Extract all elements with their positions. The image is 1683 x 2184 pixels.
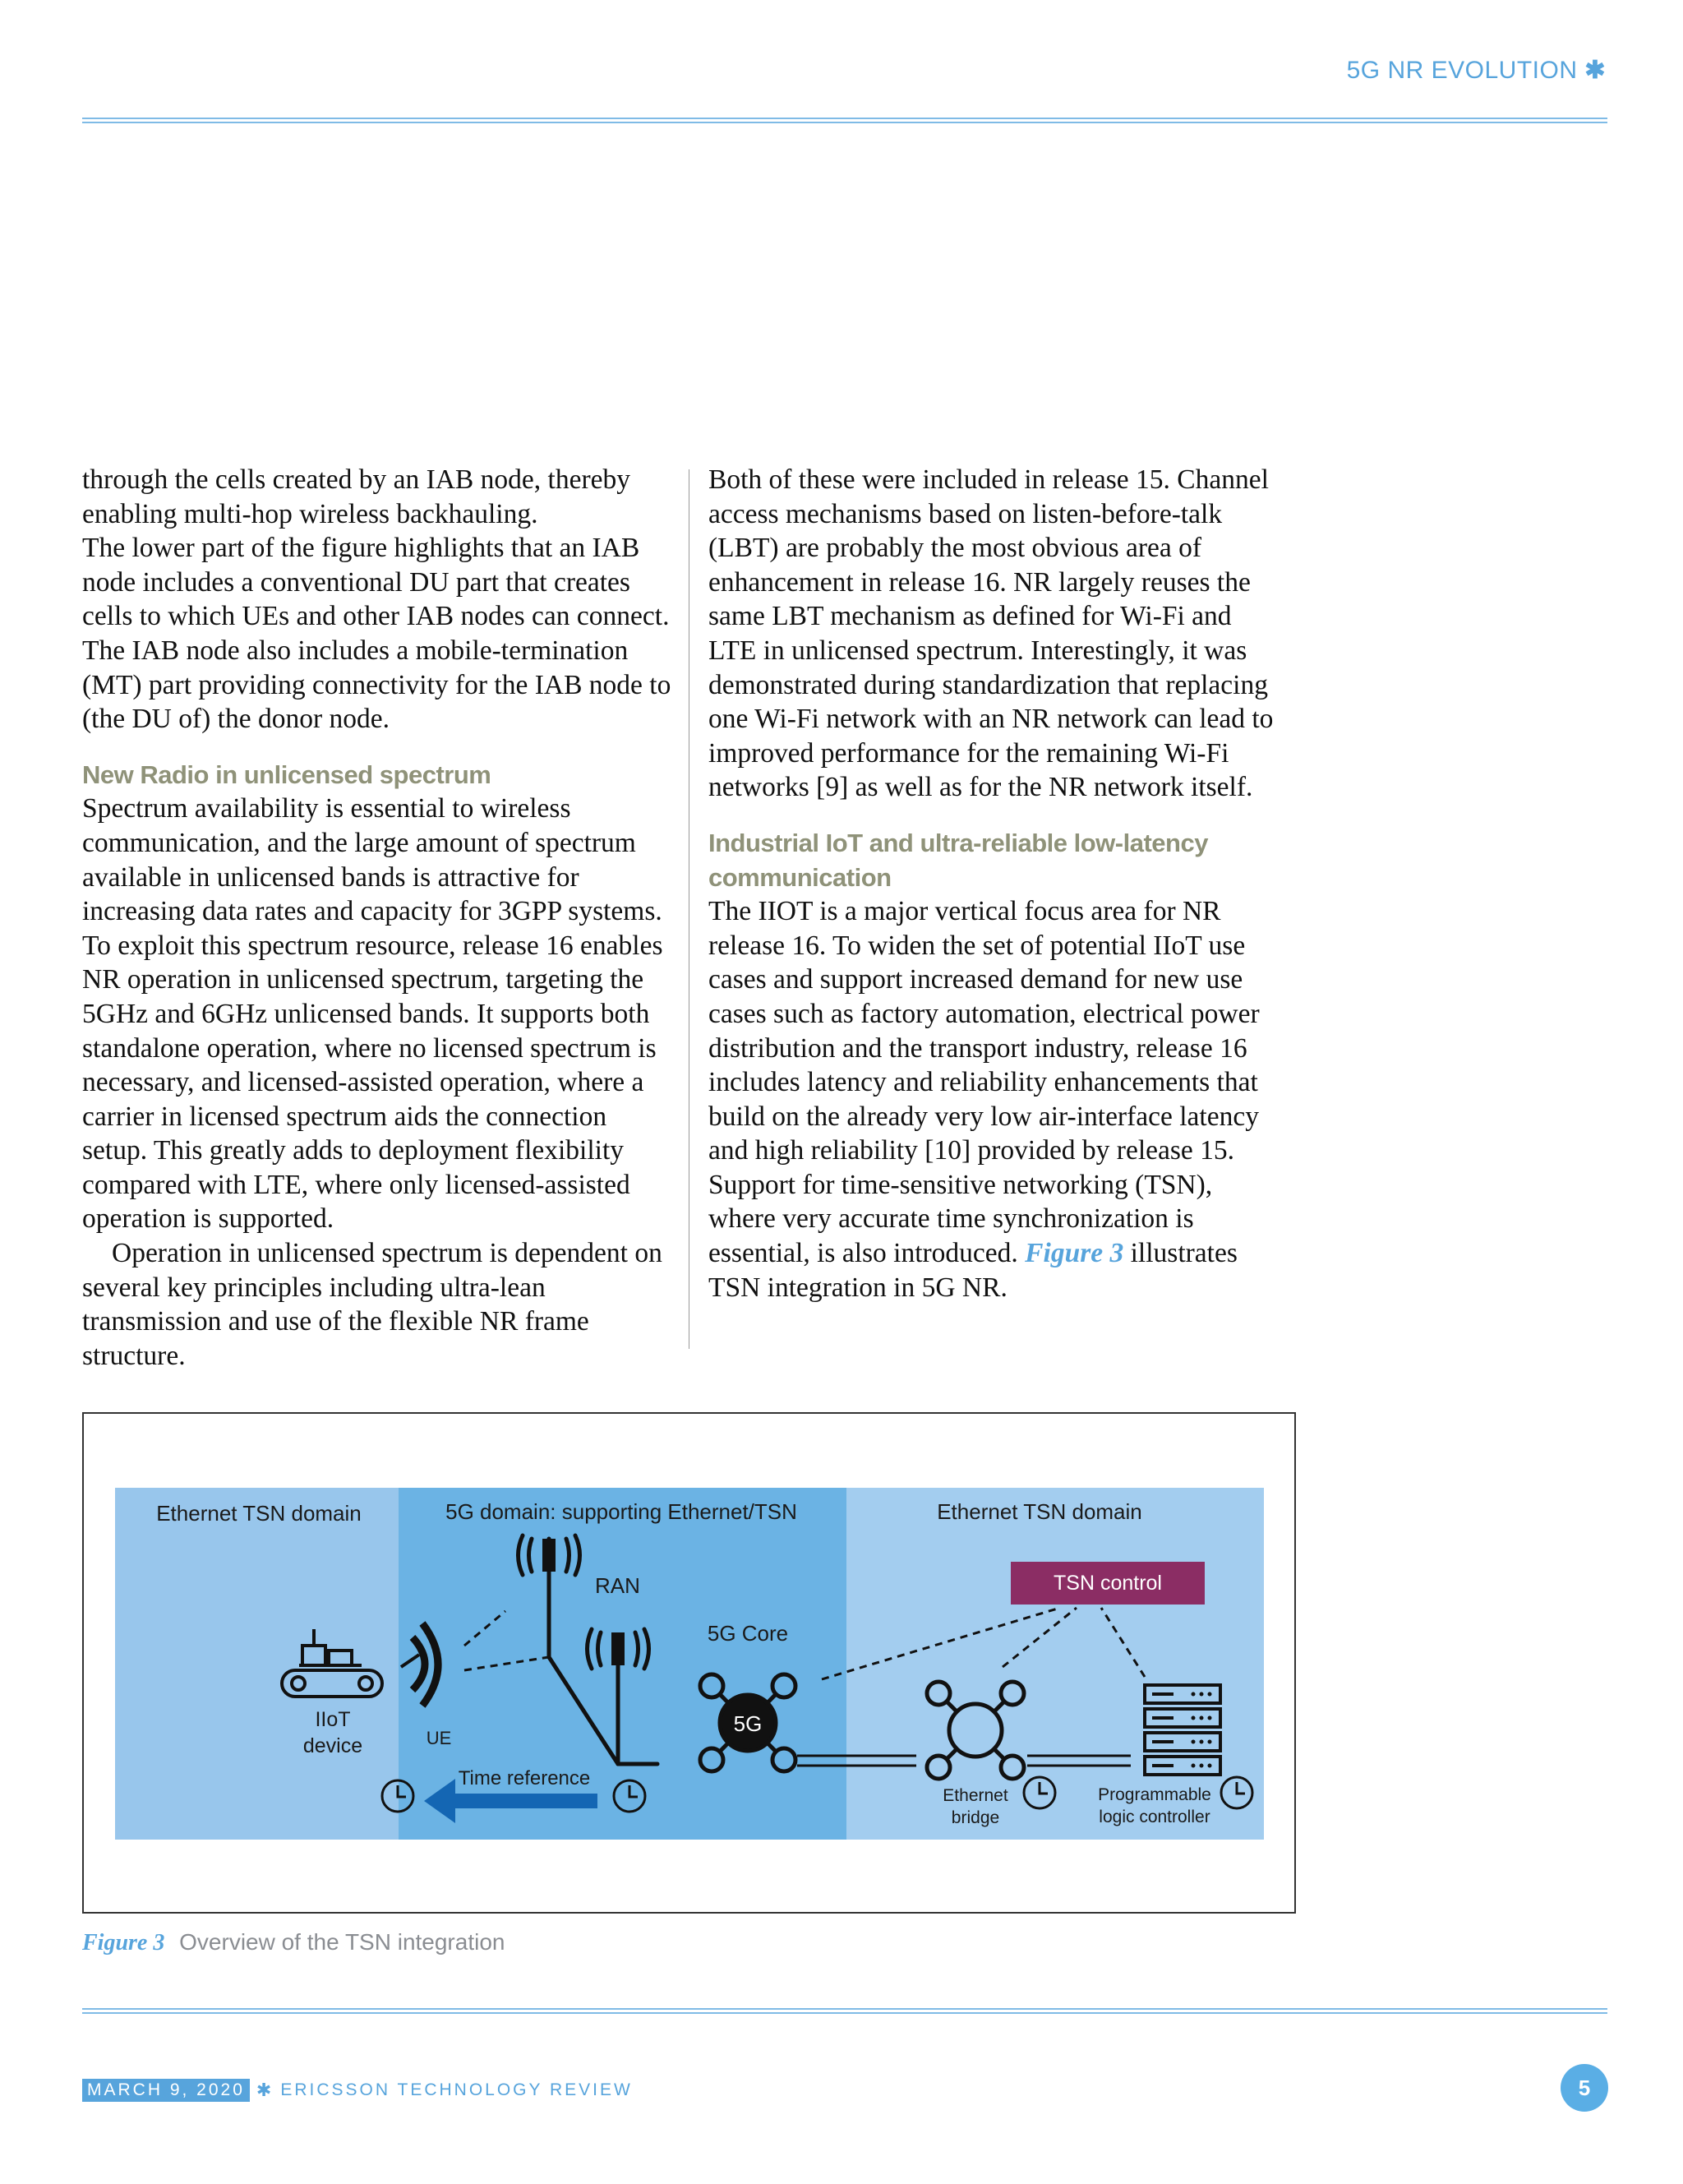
caption-figure-label: Figure 3: [82, 1930, 165, 1955]
footer-date: MARCH 9, 2020: [82, 2079, 250, 2102]
iiot-label-line2: device: [302, 1734, 363, 1757]
tsn-control-box: [1011, 1562, 1205, 1605]
5g-badge-label: 5G: [733, 1711, 763, 1736]
left-paragraph-2: The lower part of the figure highlights that an IAB node includes a conventional DU part that creates cells to which UEs and other IAB nodes can connect. The IAB node also includes a mobile-termination (MT) part providing connectivity for the IAB node to (the DU of) the donor node.: [82, 533, 671, 735]
plc-label-line1: Programmable: [1098, 1785, 1211, 1804]
header-rule: [82, 118, 1607, 123]
ran-label: RAN: [595, 1573, 640, 1598]
left-column: [82, 463, 674, 1373]
right-domain-label: Ethernet TSN domain: [937, 1499, 1142, 1524]
figure-caption: [82, 1929, 505, 1956]
left-domain-label: Ethernet TSN domain: [156, 1501, 362, 1526]
bridge-label-line2: bridge: [951, 1808, 1000, 1827]
right-paragraph-1: Both of these were included in release 15. Channel access mechanisms based on listen-before-talk (LBT) are probably the most obvious area of enhancement in release 16. NR largely reuses the same LBT mechanism as defined for Wi-Fi and LTE in unlicensed spectrum. Interestingly, it was demonstrated during standardization that replacing one Wi-Fi network with an NR network can lead to improved performance for the remaining Wi-Fi networks [9] as well as for the NR network itself.: [708, 464, 1274, 803]
right-paragraph-2-text: The IIOT is a major vertical focus area for NR release 16. To widen the set of potential IIoT use cases and support increased demand for new use cases such as factory automation, electrical power distribution and the transport industry, release 16 includes latency and reliability enhancements that build on the already very low air-interface latency and high reliability [10] provided by release 15. Support for time-sensitive networking (TSN), where very accurate time synchronization is essential, is also introduced.: [708, 896, 1260, 1269]
figure-3-link[interactable]: Figure 3: [1025, 1238, 1124, 1269]
tsn-integration-diagram: [115, 1488, 1264, 1840]
footer-publication: ERICSSON TECHNOLOGY REVIEW: [280, 2080, 633, 2099]
time-reference-label: Time reference: [458, 1767, 591, 1789]
header-title-text: 5G NR EVOLUTION: [1346, 57, 1578, 84]
right-paragraph-2: [708, 894, 1284, 1304]
footer-rule: [82, 2008, 1607, 2014]
left-paragraph-4: Operation in unlicensed spectrum is dependent on several key principles including ultra-lean transmission and use of the flexible NR frame structure.: [82, 1238, 662, 1371]
right-paragraph-2-tail: illustrates TSN integration in 5G NR.: [708, 1238, 1238, 1303]
header-section-title: [1347, 56, 1606, 85]
page-number: 5: [1561, 2064, 1608, 2112]
asterisk-icon: ✱: [256, 2080, 274, 2100]
left-paragraph-1: through the cells created by an IAB node, thereby enabling multi-hop wireless backhauling.: [82, 464, 630, 529]
caption-text: Overview of the TSN integration: [179, 1929, 505, 1955]
left-paragraph-3: Spectrum availability is essential to wireless communication, and the large amount of spectrum available in unlicensed bands is attractive for increasing data rates and capacity for 3GPP systems. To exploit this spectrum resource, release 16 enables NR operation in unlicensed spectrum, targeting the 5GHz and 6GHz unlicensed bands. It supports both standalone operation, where no licensed spectrum is necessary, and licensed-assisted operation, where a carrier in licensed spectrum aids the connection setup. This greatly adds to deployment flexibility compared with LTE, where only licensed-assisted operation is supported.: [82, 793, 663, 1235]
bridge-label-line1: Ethernet: [943, 1786, 1008, 1805]
footer: [82, 2079, 633, 2102]
right-column: [708, 463, 1284, 1304]
middle-domain-label: 5G domain: supporting Ethernet/TSN: [445, 1499, 797, 1524]
plc-label-line2: logic controller: [1099, 1808, 1210, 1826]
iiot-label-line1: IIoT: [315, 1708, 351, 1731]
section-heading-unlicensed: New Radio in unlicensed spectrum: [82, 760, 491, 789]
ue-label: UE: [426, 1728, 452, 1748]
5g-core-label: 5G Core: [707, 1621, 789, 1646]
tsn-control-label: TSN control: [1054, 1572, 1162, 1595]
asterisk-icon: ✱: [1584, 57, 1606, 84]
section-heading-iiot: Industrial IoT and ultra-reliable low-latency communication: [708, 828, 1208, 892]
